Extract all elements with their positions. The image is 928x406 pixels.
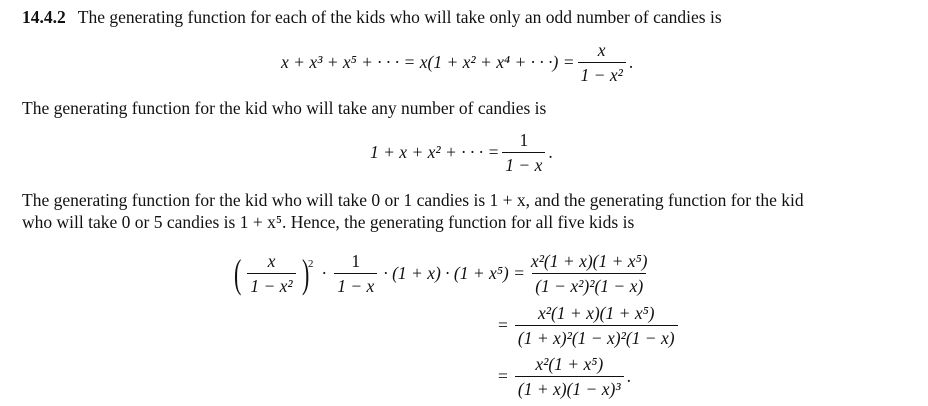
equation-product: · (1 + x) · (1 + x⁵) = bbox=[383, 263, 525, 283]
equation-five-kids-line-1: ( $\frac{x}{\text{1 − x²}}$ ) $^2$ · $\frac{1}{1 - x}$ · (1 + x) · (1 + x⁵) = $\frac{\text{x²(1 + x)(1 + x⁵)}}{\text{(1 − x²)²(1 − x)}}$ bbox=[231, 251, 653, 296]
denominator: 1 − x bbox=[334, 273, 377, 296]
equation-any-candies bbox=[370, 130, 553, 175]
equation-five-kids-line-3 bbox=[498, 354, 631, 399]
numerator: x²(1 + x)(1 + x⁵) bbox=[530, 251, 648, 271]
equals-sign: = bbox=[498, 366, 508, 386]
right-paren: ) bbox=[301, 250, 309, 296]
paragraph-hence bbox=[22, 189, 804, 233]
equation-odd-candies bbox=[281, 40, 633, 85]
numerator: x²(1 + x)(1 + x⁵) bbox=[537, 303, 655, 323]
denominator: 1 − x bbox=[502, 152, 545, 175]
equals-sign: = bbox=[498, 315, 508, 335]
paragraph-intro bbox=[22, 6, 722, 28]
left-paren: ( bbox=[233, 250, 242, 296]
paragraph-line-1: The generating function for the kid who will take 0 or 1 candies is 1 + x, and the generating function for the kid bbox=[22, 190, 804, 210]
paragraph-text: The generating function for the kid who will take any number of candies is bbox=[22, 98, 547, 118]
denominator: (1 + x)²(1 − x)²(1 − x) bbox=[515, 325, 678, 348]
numerator: 1 bbox=[351, 251, 361, 271]
fraction bbox=[528, 251, 651, 296]
fraction bbox=[515, 354, 624, 399]
paragraph-any-number bbox=[22, 97, 546, 119]
period: . bbox=[628, 52, 634, 72]
fraction bbox=[578, 40, 626, 85]
numerator: x bbox=[597, 40, 606, 60]
period: . bbox=[548, 142, 553, 162]
denominator: 1 − x² bbox=[247, 273, 295, 296]
fraction bbox=[515, 303, 678, 348]
denominator: (1 − x²)²(1 − x) bbox=[532, 273, 646, 296]
numerator: x²(1 + x⁵) bbox=[535, 354, 604, 374]
numerator: x bbox=[267, 251, 276, 271]
equation-lhs: 1 + x + x² + · · · = bbox=[370, 142, 500, 162]
dot-operator: · bbox=[321, 263, 328, 283]
fraction bbox=[247, 251, 295, 296]
fraction bbox=[334, 251, 377, 296]
numerator: 1 bbox=[519, 130, 529, 150]
equation-lhs: x + x³ + x⁵ + · · · = x(1 + x² + x⁴ + · · ·) = bbox=[281, 52, 575, 72]
denominator: (1 + x)(1 − x)³ bbox=[515, 376, 624, 399]
period: . bbox=[626, 366, 631, 386]
paragraph-text: The generating function for each of the kids who will take only an odd number of candies is bbox=[77, 7, 722, 27]
section-number: 14.4.2 bbox=[22, 7, 66, 27]
equation-five-kids-line-2 bbox=[498, 303, 681, 348]
fraction bbox=[502, 130, 545, 175]
denominator: 1 − x² bbox=[578, 62, 626, 85]
paragraph-line-2: who will take 0 or 5 candies is 1 + x⁵. Hence, the generating function for all five kids is bbox=[22, 212, 635, 232]
